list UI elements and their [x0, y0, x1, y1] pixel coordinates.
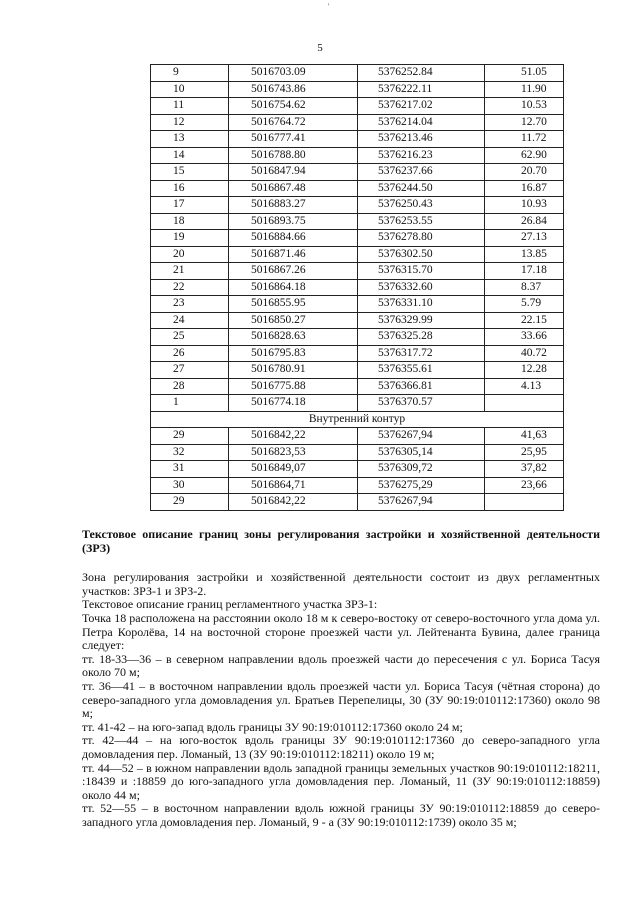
- table-row: [151, 329, 564, 346]
- point-number-cell: 31: [151, 461, 229, 478]
- y-coordinate-cell: 5376216.23: [358, 147, 485, 164]
- y-coordinate-cell: 5376325.28: [358, 329, 485, 346]
- table-row: [151, 180, 564, 197]
- table-row: [151, 147, 564, 164]
- point-number-cell: 11: [151, 98, 229, 115]
- x-coordinate-cell: 5016764.72: [229, 114, 358, 131]
- table-row: [151, 213, 564, 230]
- y-coordinate-cell: 5376237.66: [358, 164, 485, 181]
- inner-contour-label: Внутренний контур: [151, 411, 564, 428]
- distance-cell: 22.15: [485, 312, 564, 329]
- point-number-cell: 13: [151, 131, 229, 148]
- x-coordinate-cell: 5016864.18: [229, 279, 358, 296]
- distance-cell: [485, 494, 564, 511]
- table-row: [151, 312, 564, 329]
- distance-cell: 37,82: [485, 461, 564, 478]
- table-row: [151, 296, 564, 313]
- table-row: [151, 246, 564, 263]
- y-coordinate-cell: 5376332.60: [358, 279, 485, 296]
- distance-cell: 41,63: [485, 428, 564, 445]
- scan-mark: ': [328, 2, 330, 11]
- section-heading: Текстовое описание границ зоны регулирования застройки и хозяйственной деятельности (ЗРЗ): [82, 527, 600, 555]
- y-coordinate-cell: 5376315.70: [358, 263, 485, 280]
- x-coordinate-cell: 5016774.18: [229, 395, 358, 412]
- table-row: [151, 197, 564, 214]
- distance-cell: 16.87: [485, 180, 564, 197]
- table-row: [151, 131, 564, 148]
- paragraph: Точка 18 расположена на расстоянии около 18 м к северо-востоку от северо-восточного угла дома ул. Петра Королёва, 14 на восточной стороне проезжей части ул. Лейтенанта Бувина, далее граница следует:: [82, 610, 600, 653]
- x-coordinate-cell: 5016867.48: [229, 180, 358, 197]
- y-coordinate-cell: 5376302.50: [358, 246, 485, 263]
- point-number-cell: 17: [151, 197, 229, 214]
- point-number-cell: 27: [151, 362, 229, 379]
- distance-cell: 12.70: [485, 114, 564, 131]
- distance-cell: 11.72: [485, 131, 564, 148]
- y-coordinate-cell: 5376278.80: [358, 230, 485, 247]
- point-number-cell: 29: [151, 428, 229, 445]
- y-coordinate-cell: 5376213.46: [358, 131, 485, 148]
- distance-cell: 26.84: [485, 213, 564, 230]
- table-row: [151, 279, 564, 296]
- x-coordinate-cell: 5016871.46: [229, 246, 358, 263]
- text-content: [82, 528, 600, 829]
- table-row: [151, 114, 564, 131]
- distance-cell: 33.66: [485, 329, 564, 346]
- table-row: [151, 428, 564, 445]
- y-coordinate-cell: 5376317.72: [358, 345, 485, 362]
- distance-cell: 4.13: [485, 378, 564, 395]
- x-coordinate-cell: 5016777.41: [229, 131, 358, 148]
- table-row: [151, 98, 564, 115]
- x-coordinate-cell: 5016788.80: [229, 147, 358, 164]
- distance-cell: 10.53: [485, 98, 564, 115]
- point-number-cell: 10: [151, 81, 229, 98]
- y-coordinate-cell: 5376250.43: [358, 197, 485, 214]
- table-row: [151, 230, 564, 247]
- distance-cell: 40.72: [485, 345, 564, 362]
- x-coordinate-cell: 5016775.88: [229, 378, 358, 395]
- point-number-cell: 22: [151, 279, 229, 296]
- y-coordinate-cell: 5376309,72: [358, 461, 485, 478]
- distance-cell: 13.85: [485, 246, 564, 263]
- y-coordinate-cell: 5376366.81: [358, 378, 485, 395]
- x-coordinate-cell: 5016823,53: [229, 444, 358, 461]
- x-coordinate-cell: 5016864,71: [229, 477, 358, 494]
- distance-cell: 11.90: [485, 81, 564, 98]
- table-row: [151, 164, 564, 181]
- point-number-cell: 18: [151, 213, 229, 230]
- distance-cell: 62.90: [485, 147, 564, 164]
- paragraph: тт. 52—55 – в восточном направлении вдоль южной границы ЗУ 90:19:010112:18859 до северо-западного угла домовладения пер. Ломаный, 9 - а (ЗУ 90:19:010112:1739) около 35 м;: [82, 801, 600, 829]
- point-number-cell: 9: [151, 65, 229, 82]
- y-coordinate-cell: 5376222.11: [358, 81, 485, 98]
- distance-cell: 17.18: [485, 263, 564, 280]
- point-number-cell: 15: [151, 164, 229, 181]
- point-number-cell: 20: [151, 246, 229, 263]
- distance-cell: 25,95: [485, 444, 564, 461]
- table-row: [151, 263, 564, 280]
- x-coordinate-cell: 5016780.91: [229, 362, 358, 379]
- section-row: [151, 411, 564, 428]
- paragraph: тт. 36—41 – в восточном направлении вдоль проезжей части ул. Бориса Тасуя (чётная сторона) до северо-западного угла домовладения ул. Братьев Перепелицы, 30 (ЗУ 90:19:010112:17360) около 98 м;: [82, 678, 600, 721]
- point-number-cell: 30: [151, 477, 229, 494]
- y-coordinate-cell: 5376275,29: [358, 477, 485, 494]
- x-coordinate-cell: 5016828.63: [229, 329, 358, 346]
- distance-cell: 12.28: [485, 362, 564, 379]
- point-number-cell: 25: [151, 329, 229, 346]
- y-coordinate-cell: 5376355.61: [358, 362, 485, 379]
- point-number-cell: 24: [151, 312, 229, 329]
- table-row: [151, 345, 564, 362]
- y-coordinate-cell: 5376305,14: [358, 444, 485, 461]
- point-number-cell: 14: [151, 147, 229, 164]
- table-row: [151, 65, 564, 82]
- distance-cell: 8.37: [485, 279, 564, 296]
- distance-cell: 23,66: [485, 477, 564, 494]
- x-coordinate-cell: 5016884.66: [229, 230, 358, 247]
- y-coordinate-cell: 5376252.84: [358, 65, 485, 82]
- paragraph: тт. 41-42 – на юго-запад вдоль границы ЗУ 90:19:010112:17360 около 24 м;: [82, 719, 463, 734]
- distance-cell: 51.05: [485, 65, 564, 82]
- x-coordinate-cell: 5016842,22: [229, 494, 358, 511]
- point-number-cell: 12: [151, 114, 229, 131]
- x-coordinate-cell: 5016842,22: [229, 428, 358, 445]
- distance-cell: 5.79: [485, 296, 564, 313]
- y-coordinate-cell: 5376331.10: [358, 296, 485, 313]
- x-coordinate-cell: 5016867.26: [229, 263, 358, 280]
- paragraphs: [82, 571, 600, 829]
- paragraph: Зона регулирования застройки и хозяйственной деятельности состоит из двух регламентных участков: ЗРЗ-1 и ЗРЗ-2.: [82, 570, 600, 598]
- y-coordinate-cell: 5376217.02: [358, 98, 485, 115]
- point-number-cell: 23: [151, 296, 229, 313]
- y-coordinate-cell: 5376267,94: [358, 428, 485, 445]
- point-number-cell: 19: [151, 230, 229, 247]
- x-coordinate-cell: 5016795.83: [229, 345, 358, 362]
- x-coordinate-cell: 5016847.94: [229, 164, 358, 181]
- paragraph: Текстовое описание границ регламентного участка ЗРЗ-1:: [82, 597, 378, 612]
- paragraph: тт. 44—52 – в южном направлении вдоль западной границы земельных участков 90:19:010112:18211, :18439 и :18859 до юго-западного угла домовладения пер. Ломаный, 11 (ЗУ 90:19:010112:18859) около 44 м;: [82, 760, 600, 802]
- x-coordinate-cell: 5016893.75: [229, 213, 358, 230]
- paragraph: тт. 42—44 – на юго-восток вдоль границы ЗУ 90:19:010112:17360 до северо-западного угла домовладения пер. Ломаный, 13 (ЗУ 90:19:010112:18211) около 19 м;: [82, 733, 600, 761]
- y-coordinate-cell: 5376253.55: [358, 213, 485, 230]
- y-coordinate-cell: 5376244.50: [358, 180, 485, 197]
- point-number-cell: 32: [151, 444, 229, 461]
- table-row: [151, 378, 564, 395]
- page-number: 5: [317, 42, 323, 54]
- x-coordinate-cell: 5016855.95: [229, 296, 358, 313]
- table-row: [151, 444, 564, 461]
- x-coordinate-cell: 5016850.27: [229, 312, 358, 329]
- x-coordinate-cell: 5016743.86: [229, 81, 358, 98]
- distance-cell: 27.13: [485, 230, 564, 247]
- distance-cell: 10.93: [485, 197, 564, 214]
- table-row: [151, 461, 564, 478]
- point-number-cell: 16: [151, 180, 229, 197]
- distance-cell: [485, 395, 564, 412]
- table-row: [151, 494, 564, 511]
- y-coordinate-cell: 5376267,94: [358, 494, 485, 511]
- point-number-cell: 28: [151, 378, 229, 395]
- paragraph: тт. 18-33—36 – в северном направлении вдоль проезжей части до пересечения с ул. Бориса Тасуя около 70 м;: [82, 651, 600, 680]
- table-row: [151, 477, 564, 494]
- coordinates-table: [150, 64, 564, 511]
- point-number-cell: 29: [151, 494, 229, 511]
- x-coordinate-cell: 5016849,07: [229, 461, 358, 478]
- point-number-cell: 1: [151, 395, 229, 412]
- point-number-cell: 21: [151, 263, 229, 280]
- table-row: [151, 362, 564, 379]
- table-row: [151, 395, 564, 412]
- y-coordinate-cell: 5376329.99: [358, 312, 485, 329]
- point-number-cell: 26: [151, 345, 229, 362]
- distance-cell: 20.70: [485, 164, 564, 181]
- table-row: [151, 81, 564, 98]
- y-coordinate-cell: 5376370.57: [358, 395, 485, 412]
- x-coordinate-cell: 5016703.09: [229, 65, 358, 82]
- x-coordinate-cell: 5016883.27: [229, 197, 358, 214]
- y-coordinate-cell: 5376214.04: [358, 114, 485, 131]
- x-coordinate-cell: 5016754.62: [229, 98, 358, 115]
